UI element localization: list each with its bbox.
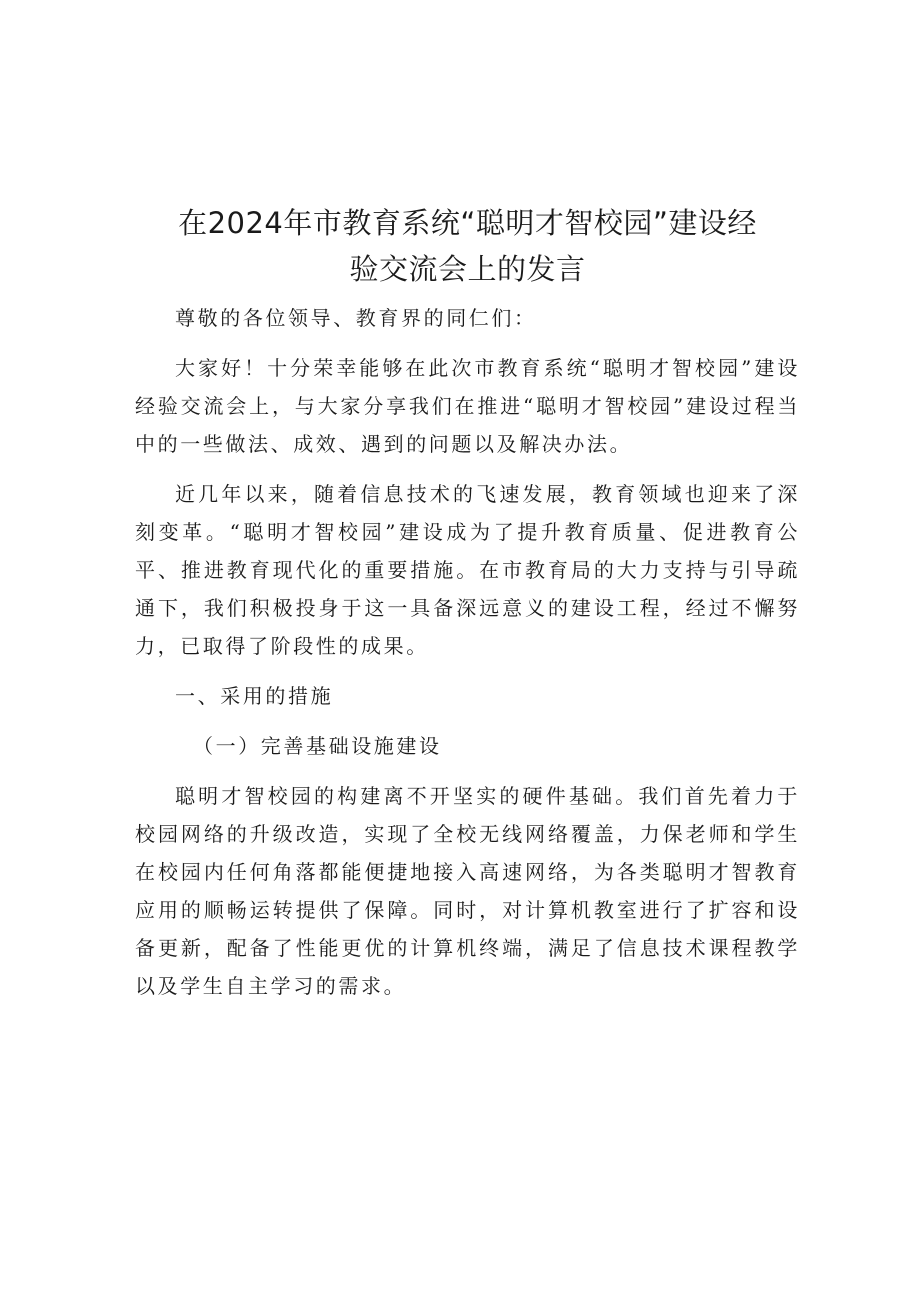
paragraph-background: 近几年以来，随着信息技术的飞速发展，教育领域也迎来了深刻变革。“聪明才智校园”建设成为了提升教育质量、促进教育公平、推进教育现代化的重要措施。在市教育局的大力支持与引导疏通下，我们积极投身于这一具备深远意义的建设工程，经过不懈努力，已取得了阶段性的成果。 — [135, 482, 800, 658]
salutation: 尊敬的各位领导、教育界的同仁们： — [175, 306, 537, 330]
document-title — [135, 200, 800, 292]
document-page — [135, 200, 800, 1005]
paragraph-greeting: 大家好！十分荣幸能够在此次市教育系统“聪明才智校园”建设经验交流会上，与大家分享我们在推进“聪明才智校园”建设过程当中的一些做法、成效、遇到的问题以及解决办法。 — [135, 356, 800, 456]
section-heading-measures: 一、采用的措施 — [175, 684, 334, 708]
title-line-2: 验交流会上的发言 — [349, 252, 586, 286]
subsection-heading-infrastructure: （一）完善基础设施建设 — [193, 734, 442, 758]
paragraph-infrastructure: 聪明才智校园的构建离不开坚实的硬件基础。我们首先着力于校园网络的升级改造，实现了全校无线网络覆盖，力保老师和学生在校园内任何角落都能便捷地接入高速网络，为各类聪明才智教育应用的顺畅运转提供了保障。同时，对计算机教室进行了扩容和设备更新，配备了性能更优的计算机终端，满足了信息技术课程教学以及学生自主学习的需求。 — [135, 784, 800, 998]
title-line-1: 在2024年市教育系统“聪明才智校园”建设经 — [178, 206, 757, 240]
